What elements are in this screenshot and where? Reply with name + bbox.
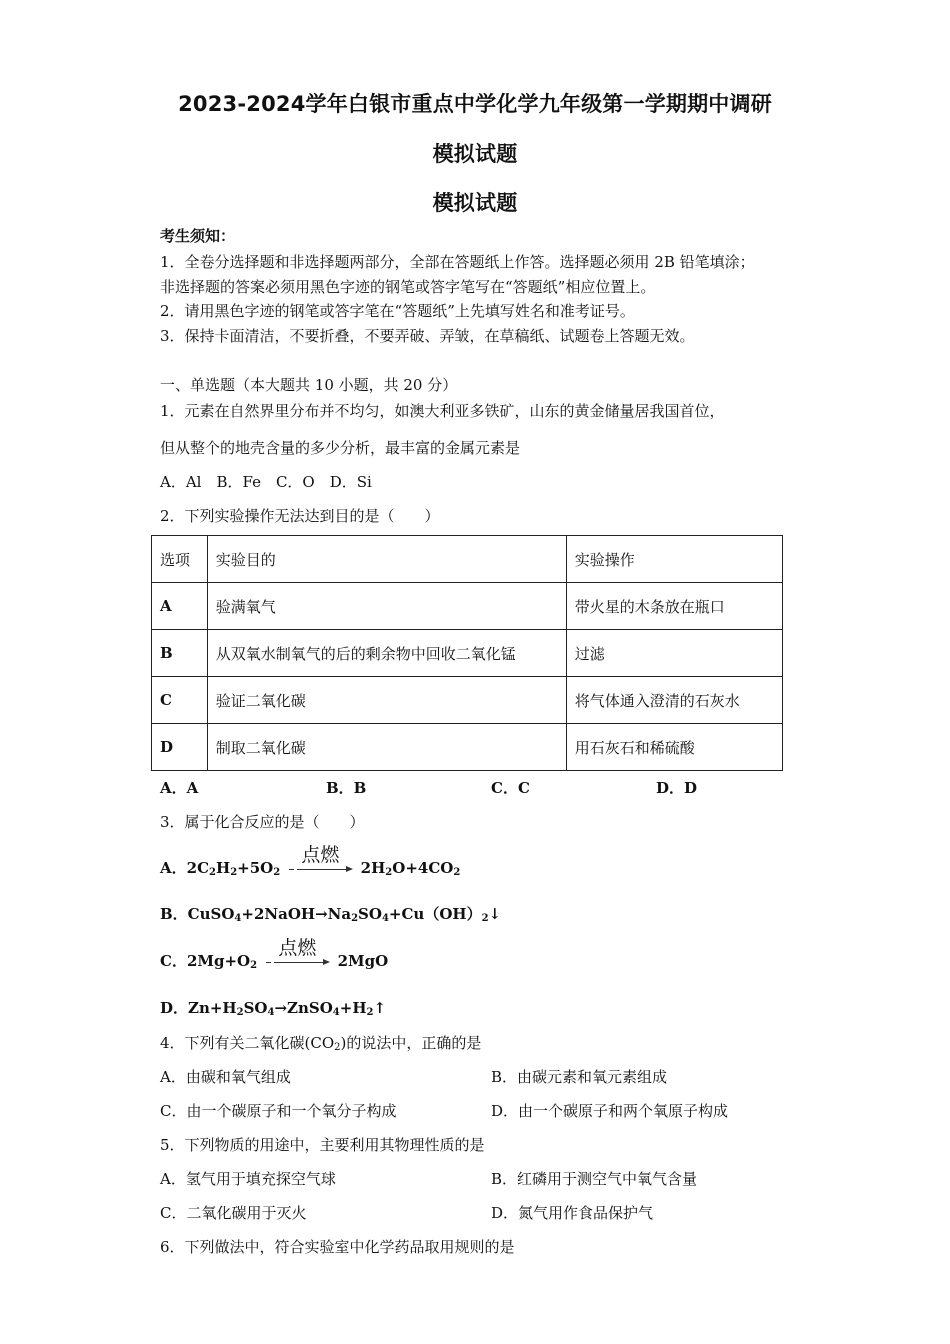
reaction-arrow-ignite <box>289 844 351 879</box>
subscript: 4 <box>381 913 389 924</box>
table-row <box>152 630 783 677</box>
formula-part: ↑ <box>373 999 387 1017</box>
condition-label: 点燃 <box>278 937 317 959</box>
q4-option-c: C．由一个碳原子和一个氧分子构成 <box>160 1102 397 1120</box>
q1-stem-b: 但从整个的地壳含量的多少分析，最丰富的金属元素是 <box>160 439 521 457</box>
subscript: 2 <box>250 960 258 971</box>
q3-option-d <box>160 998 386 1023</box>
subscript: 2 <box>366 1007 374 1018</box>
exam-title: 2023-2024学年白银市重点中学化学九年级第一学期期中调研 <box>178 92 772 116</box>
table-row <box>152 677 783 724</box>
formula-part: →ZnSO <box>274 999 333 1017</box>
q2-option-b: B．B <box>326 779 367 797</box>
formula-part: SO <box>243 999 268 1017</box>
notice-item-1b: 非选择题的答案必须用黑色字迹的钢笔或答字笔写在“答题纸”相应位置上。 <box>160 278 656 296</box>
q3-stem: 3．属于化合反应的是（ ） <box>160 813 365 831</box>
formula-part: +H <box>339 999 367 1017</box>
row-operation: 将气体通入澄清的石灰水 <box>566 677 782 724</box>
formula-part: O+4CO <box>392 859 454 877</box>
formula-part: ↓ <box>488 905 502 923</box>
row-purpose: 验满氧气 <box>207 583 566 630</box>
row-purpose: 验证二氧化碳 <box>207 677 566 724</box>
q5-option-a: A．氢气用于填充探空气球 <box>160 1170 336 1188</box>
stem-part: 4．下列有关二氧化碳(CO <box>160 1034 335 1052</box>
q4-stem <box>160 1033 481 1058</box>
subscript: 4 <box>332 1007 340 1018</box>
q5-option-b: B．红磷用于测空气中氧气含量 <box>491 1170 698 1188</box>
formula-part: B．CuSO <box>160 905 235 923</box>
table-header-row <box>152 536 783 583</box>
formula-part: 2C <box>186 859 210 877</box>
q4-option-b: B．由碳元素和氧元素组成 <box>491 1068 668 1086</box>
subscript: 4 <box>234 913 242 924</box>
subscript: 2 <box>481 913 489 924</box>
reaction-arrow-ignite <box>266 937 328 972</box>
row-purpose: 从双氧水制氧气的后的剩余物中回收二氧化锰 <box>207 630 566 677</box>
formula-part: 2Mg+O <box>186 952 251 970</box>
notice-item-2: 2．请用黑色字迹的钢笔或答字笔在“答题纸”上先填写姓名和准考证号。 <box>160 302 635 320</box>
q2-option-c: C．C <box>491 779 530 797</box>
row-purpose: 制取二氧化碳 <box>207 724 566 771</box>
q2-experiment-table <box>151 535 783 771</box>
formula-part: +Cu（OH） <box>388 905 482 923</box>
option-label: C． <box>160 952 187 970</box>
q2-stem: 2．下列实验操作无法达到目的是（ ） <box>160 507 440 525</box>
q5-option-c: C．二氧化碳用于灭火 <box>160 1204 307 1222</box>
row-operation: 过滤 <box>566 630 782 677</box>
subscript: 2 <box>334 1042 341 1053</box>
condition-label: 点燃 <box>301 844 340 866</box>
row-option: B <box>152 630 208 677</box>
q3-option-a <box>160 844 461 883</box>
formula-part: H <box>216 859 231 877</box>
exam-subtitle: 模拟试题 <box>432 142 518 166</box>
row-option: A <box>152 583 208 630</box>
subscript: 2 <box>236 1007 244 1018</box>
section-heading: 一、单选题（本大题共 10 小题，共 20 分） <box>160 376 458 394</box>
formula-part: D．Zn+H <box>160 999 237 1017</box>
header-operation: 实验操作 <box>566 536 782 583</box>
subscript: 4 <box>267 1007 275 1018</box>
formula-part: +2NaOH→Na <box>241 905 352 923</box>
formula-part: +5O <box>237 859 274 877</box>
row-option: D <box>152 724 208 771</box>
q5-option-d: D．氮气用作食品保护气 <box>491 1204 654 1222</box>
q4-option-d: D．由一个碳原子和两个氧原子构成 <box>491 1102 729 1120</box>
subscript: 2 <box>351 913 359 924</box>
table-row <box>152 583 783 630</box>
formula-part: SO <box>358 905 382 923</box>
q2-option-d: D．D <box>656 779 698 797</box>
q1-stem-a: 1．元素在自然界里分布并不均匀，如澳大利亚多铁矿，山东的黄金储量居我国首位， <box>160 402 725 420</box>
row-operation: 带火星的木条放在瓶口 <box>566 583 782 630</box>
exam-subtitle-repeat: 模拟试题 <box>432 191 518 215</box>
notice-heading: 考生须知： <box>160 227 236 245</box>
row-option: C <box>152 677 208 724</box>
table-row <box>152 724 783 771</box>
subscript: 2 <box>230 867 238 878</box>
q4-option-a: A．由碳和氧气组成 <box>160 1068 291 1086</box>
q5-stem: 5．下列物质的用途中，主要利用其物理性质的是 <box>160 1136 485 1154</box>
q2-option-a: A．A <box>160 779 199 797</box>
subscript: 2 <box>209 867 216 878</box>
header-purpose: 实验目的 <box>207 536 566 583</box>
option-label: A． <box>160 859 187 877</box>
subscript: 2 <box>453 867 461 878</box>
notice-item-1a: 1．全卷分选择题和非选择题两部分，全部在答题纸上作答。选择题必须用 2B 铅笔填涂； <box>160 253 755 271</box>
q3-option-c <box>160 937 389 976</box>
q1-options: A．Al B．Fe C．O D．Si <box>160 473 372 491</box>
q6-stem: 6．下列做法中，符合实验室中化学药品取用规则的是 <box>160 1238 515 1256</box>
formula-part: 2H <box>360 859 386 877</box>
stem-part: )的说法中，正确的是 <box>340 1034 482 1052</box>
formula-part: 2MgO <box>337 952 389 970</box>
notice-item-3: 3．保持卡面清洁，不要折叠，不要弄破、弄皱，在草稿纸、试题卷上答题无效。 <box>160 327 695 345</box>
q3-option-b <box>160 904 501 929</box>
subscript: 2 <box>385 867 393 878</box>
row-operation: 用石灰石和稀硫酸 <box>566 724 782 771</box>
header-option: 选项 <box>152 536 208 583</box>
subscript: 2 <box>273 867 281 878</box>
